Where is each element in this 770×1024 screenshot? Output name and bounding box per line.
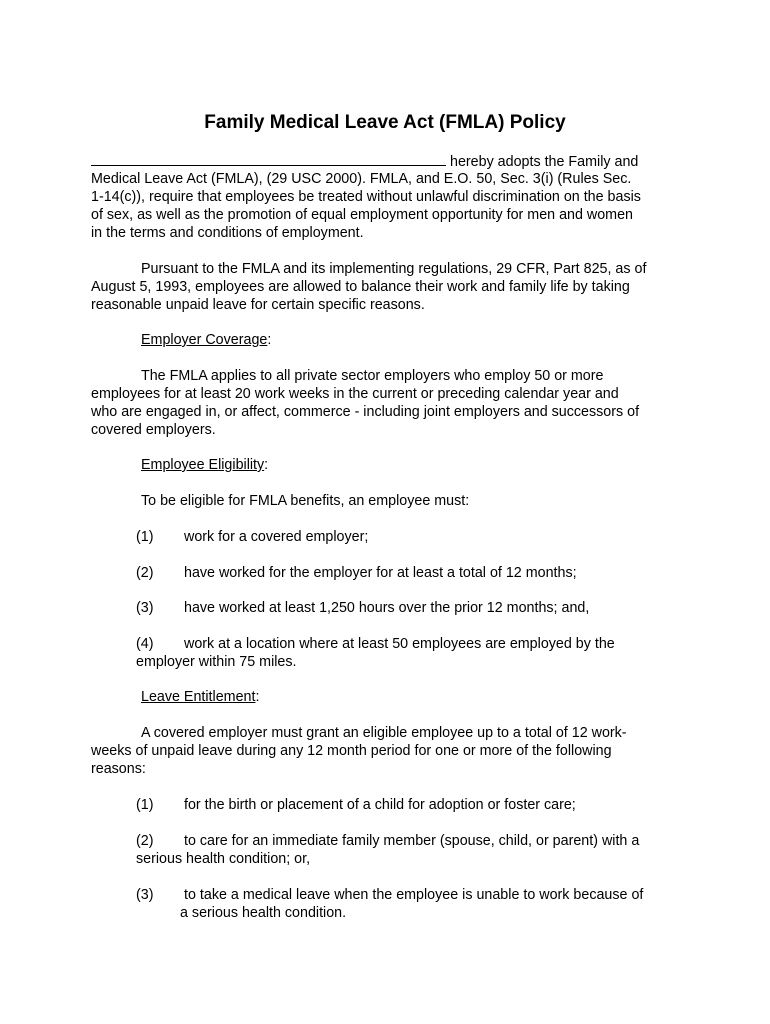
eligibility-intro: To be eligible for FMLA benefits, an employee must: <box>141 493 470 509</box>
leave-entitlement-heading: Leave Entitlement: <box>141 689 260 705</box>
coverage-line-4: covered employers. <box>91 422 216 438</box>
organization-name-blank <box>91 152 446 166</box>
coverage-line-3: who are engaged in, or affect, commerce - including joint employers and successors of <box>91 404 640 420</box>
intro-line-2: Medical Leave Act (FMLA), (29 USC 2000). FMLA, and E.O. 50, Sec. 3(i) (Rules Sec. <box>91 171 632 187</box>
leave-entitlement-title: Leave Entitlement <box>141 689 256 705</box>
document-page: Family Medical Leave Act (FMLA) Policy hereby adopts the Family and Medical Leave Act (FMLA), (29 USC 2000). FMLA, and E.O. 50, Sec. 3(i) (Rules Sec. 1-14(c)), require that employees be treated without unlawful discrimination on the basis of sex, as well as the promotion of equal employment opportunity for men and women in the terms and conditions of employment. Pursuant to the FMLA and its implementing regulations, 29 CFR, Part 825, as of August 5, 1993, employees are allowed to balance their work and family life by taking reasonable unpaid leave for certain specific reasons. Employer Coverage: The FMLA applies to all private sector employers who employ 50 or more employees for at least 20 work weeks in the current or preceding calendar year and who are engaged in, or affect, commerce - including joint employers and successors of covered employers. Employee Eligibility: To be eligible for FMLA benefits, an employee must: (1) work for a covered employer; (2) have worked for the employer for at least a total of 12 months; (3) have worked at least 1,250 hours over the prior 12 months; and, (4) work at a location where at least 50 employees are employed by the employer within 75 miles. Leave Entitlement: A covered employer must grant an eligible employee up to a total of 12 work- weeks of unpaid leave during any 12 month period for one or more of the following reasons: (1) for the birth or placement of a child for adoption or foster care; (2) to care for an immediate family member (spouse, child, or parent) with a serious health condition; or, (3) to take a medical leave when the employee is unable to work because of a serious health condition. <box>0 0 770 1024</box>
intro-line-5: in the terms and conditions of employment. <box>91 225 364 241</box>
pursuant-line-2: August 5, 1993, employees are allowed to balance their work and family life by taking <box>91 279 630 295</box>
leave-line-1: A covered employer must grant an eligible employee up to a total of 12 work- <box>141 725 627 741</box>
employee-eligibility-title: Employee Eligibility <box>141 457 265 473</box>
pursuant-paragraph <box>91 260 691 314</box>
page-title: Family Medical Leave Act (FMLA) Policy <box>204 112 566 133</box>
pursuant-line-3: reasonable unpaid leave for certain specific reasons. <box>91 297 425 313</box>
employer-coverage-heading: Employer Coverage: <box>141 332 272 348</box>
employer-coverage-title: Employer Coverage <box>141 332 268 348</box>
employer-coverage-paragraph <box>91 367 691 439</box>
intro-paragraph <box>91 152 691 242</box>
pursuant-line-1: Pursuant to the FMLA and its implementing regulations, 29 CFR, Part 825, as of <box>141 261 647 277</box>
leave-line-3: reasons: <box>91 761 146 777</box>
coverage-line-2: employees for at least 20 work weeks in the current or preceding calendar year and <box>91 386 619 402</box>
intro-line-4: of sex, as well as the promotion of equal employment opportunity for men and women <box>91 207 633 223</box>
employee-eligibility-heading: Employee Eligibility: <box>141 457 269 473</box>
intro-line-3: 1-14(c)), require that employees be treated without unlawful discrimination on the basis <box>91 189 641 205</box>
leave-entitlement-paragraph <box>91 724 691 778</box>
leave-line-2: weeks of unpaid leave during any 12 month period for one or more of the following <box>91 743 612 759</box>
coverage-line-1: The FMLA applies to all private sector employers who employ 50 or more <box>141 368 604 384</box>
intro-line-1: hereby adopts the Family and <box>91 152 691 170</box>
